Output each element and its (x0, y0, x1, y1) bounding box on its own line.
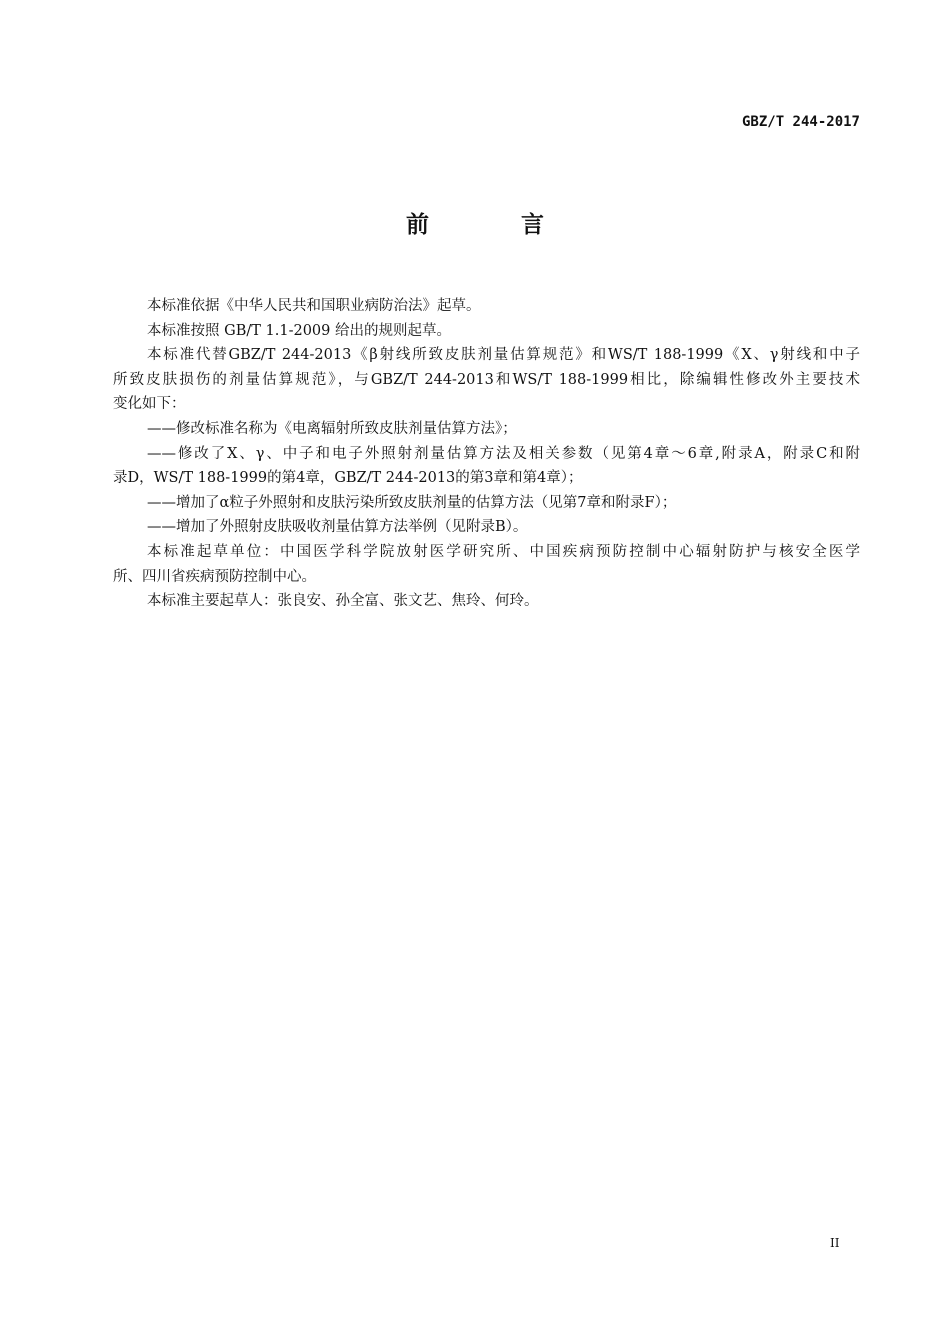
paragraph-line: 录D，WS/T 188-1999的第4章，GBZ/T 244-2013的第3章和第4章）； (113, 470, 583, 487)
page-number: II (830, 1236, 840, 1250)
paragraph (113, 417, 860, 442)
paragraph-line: ——增加了外照射皮肤吸收剂量估算方法举例（见附录B）。 (147, 519, 528, 536)
paragraph (113, 491, 860, 516)
paragraph-line: 本标准按照 GB/T 1.1-2009 给出的规则起草。 (147, 322, 451, 339)
paragraph-line: 所致皮肤损伤的剂量估算规范》，与GBZ/T 244-2013和WS/T 188-1999相比，除编辑性修改外主要技术 (113, 371, 860, 388)
paragraph-line: ——增加了α粒子外照射和皮肤污染所致皮肤剂量的估算方法（见第7章和附录F）； (147, 494, 677, 511)
foreword-body (113, 294, 860, 614)
paragraph (113, 515, 860, 540)
paragraph (113, 442, 860, 491)
paragraph (113, 319, 860, 344)
paragraph-line: ——修改了X、γ、中子和电子外照射剂量估算方法及相关参数（见第4章～6章,附录A，附录C和附 (147, 445, 860, 462)
paragraph-line: 本标准起草单位：中国医学科学院放射医学研究所、中国疾病预防控制中心辐射防护与核安全医学 (147, 543, 860, 560)
paragraph (113, 540, 860, 589)
paragraph (113, 589, 860, 614)
paragraph-line: 变化如下： (113, 396, 186, 413)
page-title: 前 言 (405, 211, 586, 238)
paragraph-line: 所、四川省疾病预防控制中心。 (113, 568, 316, 585)
paragraph-line: 本标准依据《中华人民共和国职业病防治法》起草。 (147, 298, 481, 314)
paragraph-line: ——修改标准名称为《电离辐射所致皮肤剂量估算方法》； (147, 420, 517, 437)
paragraph-line: 本标准代替GBZ/T 244-2013《β射线所致皮肤剂量估算规范》和WS/T 188-1999《X、γ射线和中子 (147, 347, 860, 364)
document-code: GBZ/T 244-2017 (741, 114, 860, 130)
paragraph (113, 343, 860, 417)
paragraph-line: 本标准主要起草人：张良安、孙全富、张文艺、焦玲、何玲。 (147, 593, 539, 610)
paragraph (113, 294, 860, 319)
